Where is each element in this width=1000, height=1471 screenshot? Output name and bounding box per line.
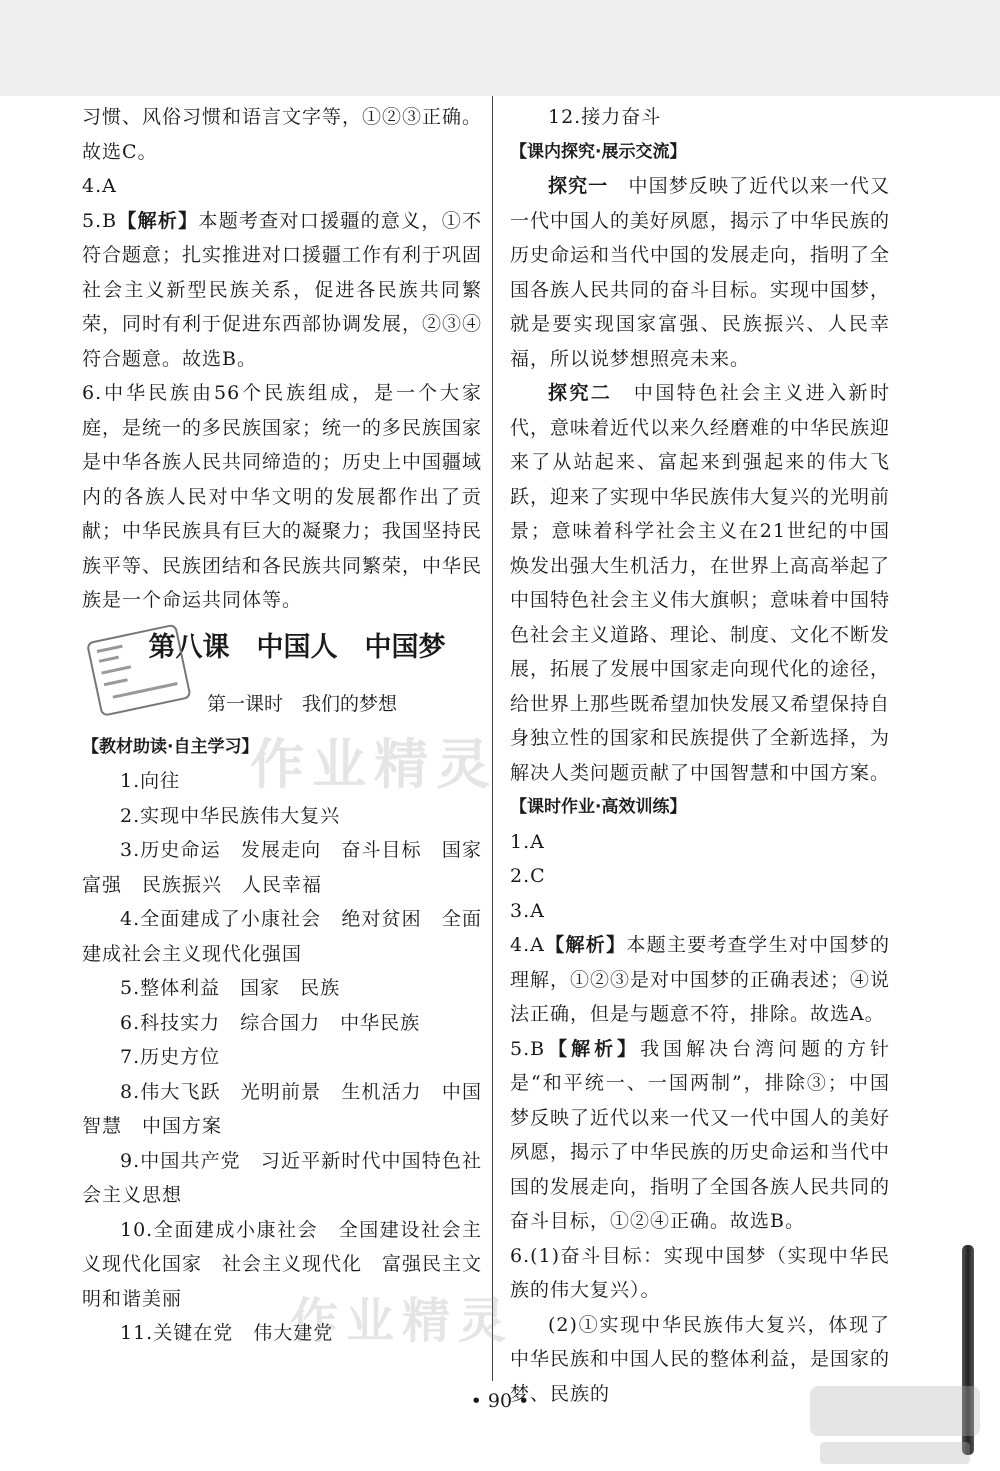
explore-2-label: 探究二 [548, 382, 613, 404]
answer-4: 4.A [82, 175, 117, 197]
hw-answer-1: 1.A [510, 830, 545, 853]
list-item: 12.接力奋斗 [548, 106, 662, 128]
list-item: 8.伟大飞跃 光明前景 生机活力 中国智慧 中国方案 [82, 1080, 482, 1137]
hw-answer-4 [510, 928, 890, 1032]
section-heading-homework: 【课时作业·高效训练】 [510, 797, 687, 817]
analysis-tag: 【解析】 [544, 934, 627, 956]
list-item: 4.全面建成了小康社会 绝对贫困 全面建成社会主义现代化强国 [82, 908, 482, 965]
explore-2-text: 中国特色社会主义进入新时代，意味着近代以来久经磨难的中华民族迎来了从站起来、富起来到强起来的伟大飞跃，迎来了实现中华民族伟大复兴的光明前景；意味着科学社会主义在21世纪的中国焕发出强大生机活力，在世界上高高举起了中国特色社会主义伟大旗帜；意味着中国特色社会主义道路、理论、制度、文化不断发展，拓展了发展中国家走向现代化的途径，给世界上那些既希望加快发展又希望保持自身独立性的国家和民族提供了全新选择，为解决人类问题贡献了中国智慧和中国方案。 [510, 382, 891, 784]
section-heading-explore: 【课内探究·展示交流】 [510, 141, 687, 162]
explore-2 [510, 376, 890, 790]
hw-answer-2: 2.C [510, 865, 546, 887]
answer-continuation: 习惯、风俗习惯和语言文字等，①②③正确。故选C。 [82, 106, 483, 163]
page-number: • 90 • [470, 1390, 530, 1412]
watermark: 作业精灵 [290, 1293, 515, 1349]
answer-5 [82, 204, 482, 377]
explore-1 [510, 169, 890, 376]
hw-answer-5-text: 我国解决台湾问题的方针是“和平统一、一国两制”，排除③；中国梦反映了近代以来一代又一代中国人的美好夙愿，揭示了中华民族的历史命运和当代中国的发展走向，指明了全国各族人民共同的奋斗目标，①②④正确。故选B。 [510, 1037, 891, 1232]
answer-5-text: 本题考查对口援疆的意义，①不符合题意；扎实推进对口援疆工作有利于巩固社会主义新型民族关系，促进各民族共同繁荣，同时有利于促进东西部协调发展，②③④符合题意。故选B。 [82, 209, 483, 370]
hw-answer-4-label: 4.A [510, 934, 545, 956]
list-item: 1.向往 [120, 770, 181, 792]
hw-answer-3: 3.A [510, 899, 545, 922]
answer-6: 6.中华民族由56个民族组成，是一个大家庭，是统一的多民族国家；统一的多民族国家是中华各族人民共同缔造的；历史上中国疆域内的各族人民对中华文明的发展都作出了贡献；中华民族具有巨大的凝聚力；我国坚持民族平等、民族团结和各民族共同繁荣，中华民族是一个命运共同体等。 [82, 382, 483, 611]
list-item: 3.历史命运 发展走向 奋斗目标 国家富强 民族振兴 人民幸福 [82, 839, 482, 896]
lesson-subtitle: 第一课时 我们的梦想 [206, 692, 397, 715]
list-item: 5.整体利益 国家 民族 [120, 977, 341, 999]
list-item: 10.全面建成小康社会 全国建设社会主义现代化国家 社会主义现代化 富强民主文明和谐美丽 [82, 1218, 483, 1310]
analysis-tag: 【解析】 [117, 209, 199, 232]
list-item: 2.实现中华民族伟大复兴 [120, 804, 341, 827]
explore-1-text: 中国梦反映了近代以来一代又一代中国人的美好夙愿，揭示了中华民族的历史命运和当代中国的发展走向，指明了全国各族人民共同的奋斗目标。实现中国梦，就是要实现国家富强、民族振兴、人民幸福，所以说梦想照亮未来。 [510, 175, 891, 370]
top-gray-band [0, 0, 1000, 96]
lesson-title: 第八课 中国人 中国梦 [148, 631, 446, 663]
list-item: 9.中国共产党 习近平新时代中国特色社会主义思想 [82, 1149, 482, 1206]
list-item: 6.科技实力 综合国力 中华民族 [120, 1011, 421, 1034]
list-item: 7.历史方位 [120, 1046, 221, 1068]
section-heading-study: 【教材助读·自主学习】 [82, 736, 259, 757]
answer-5-label: 5.B [82, 209, 118, 232]
right-column [510, 100, 890, 1411]
site-logo [800, 1378, 990, 1471]
watermark: 作业精灵 [250, 733, 498, 796]
hw-answer-6-part2: (2)①实现中华民族伟大复兴，体现了中华民族和中国人民的整体利益，是国家的梦、民族的 [510, 1313, 891, 1405]
hw-answer-4-text: 本题主要考查学生对中国梦的理解，①②③是对中国梦的正确表述；④说法正确，但是与题意不符，排除。故选A。 [510, 934, 891, 1025]
hw-answer-6-part1: 6.(1)奋斗目标：实现中国梦（实现中华民族的伟大复兴）。 [510, 1244, 890, 1301]
hw-answer-5 [510, 1032, 890, 1239]
explore-1-label: 探究一 [548, 175, 609, 197]
analysis-tag: 【解析】 [545, 1037, 641, 1060]
hw-answer-5-label: 5.B [510, 1037, 546, 1060]
list-item: 11.关键在党 伟大建党 [120, 1322, 334, 1344]
